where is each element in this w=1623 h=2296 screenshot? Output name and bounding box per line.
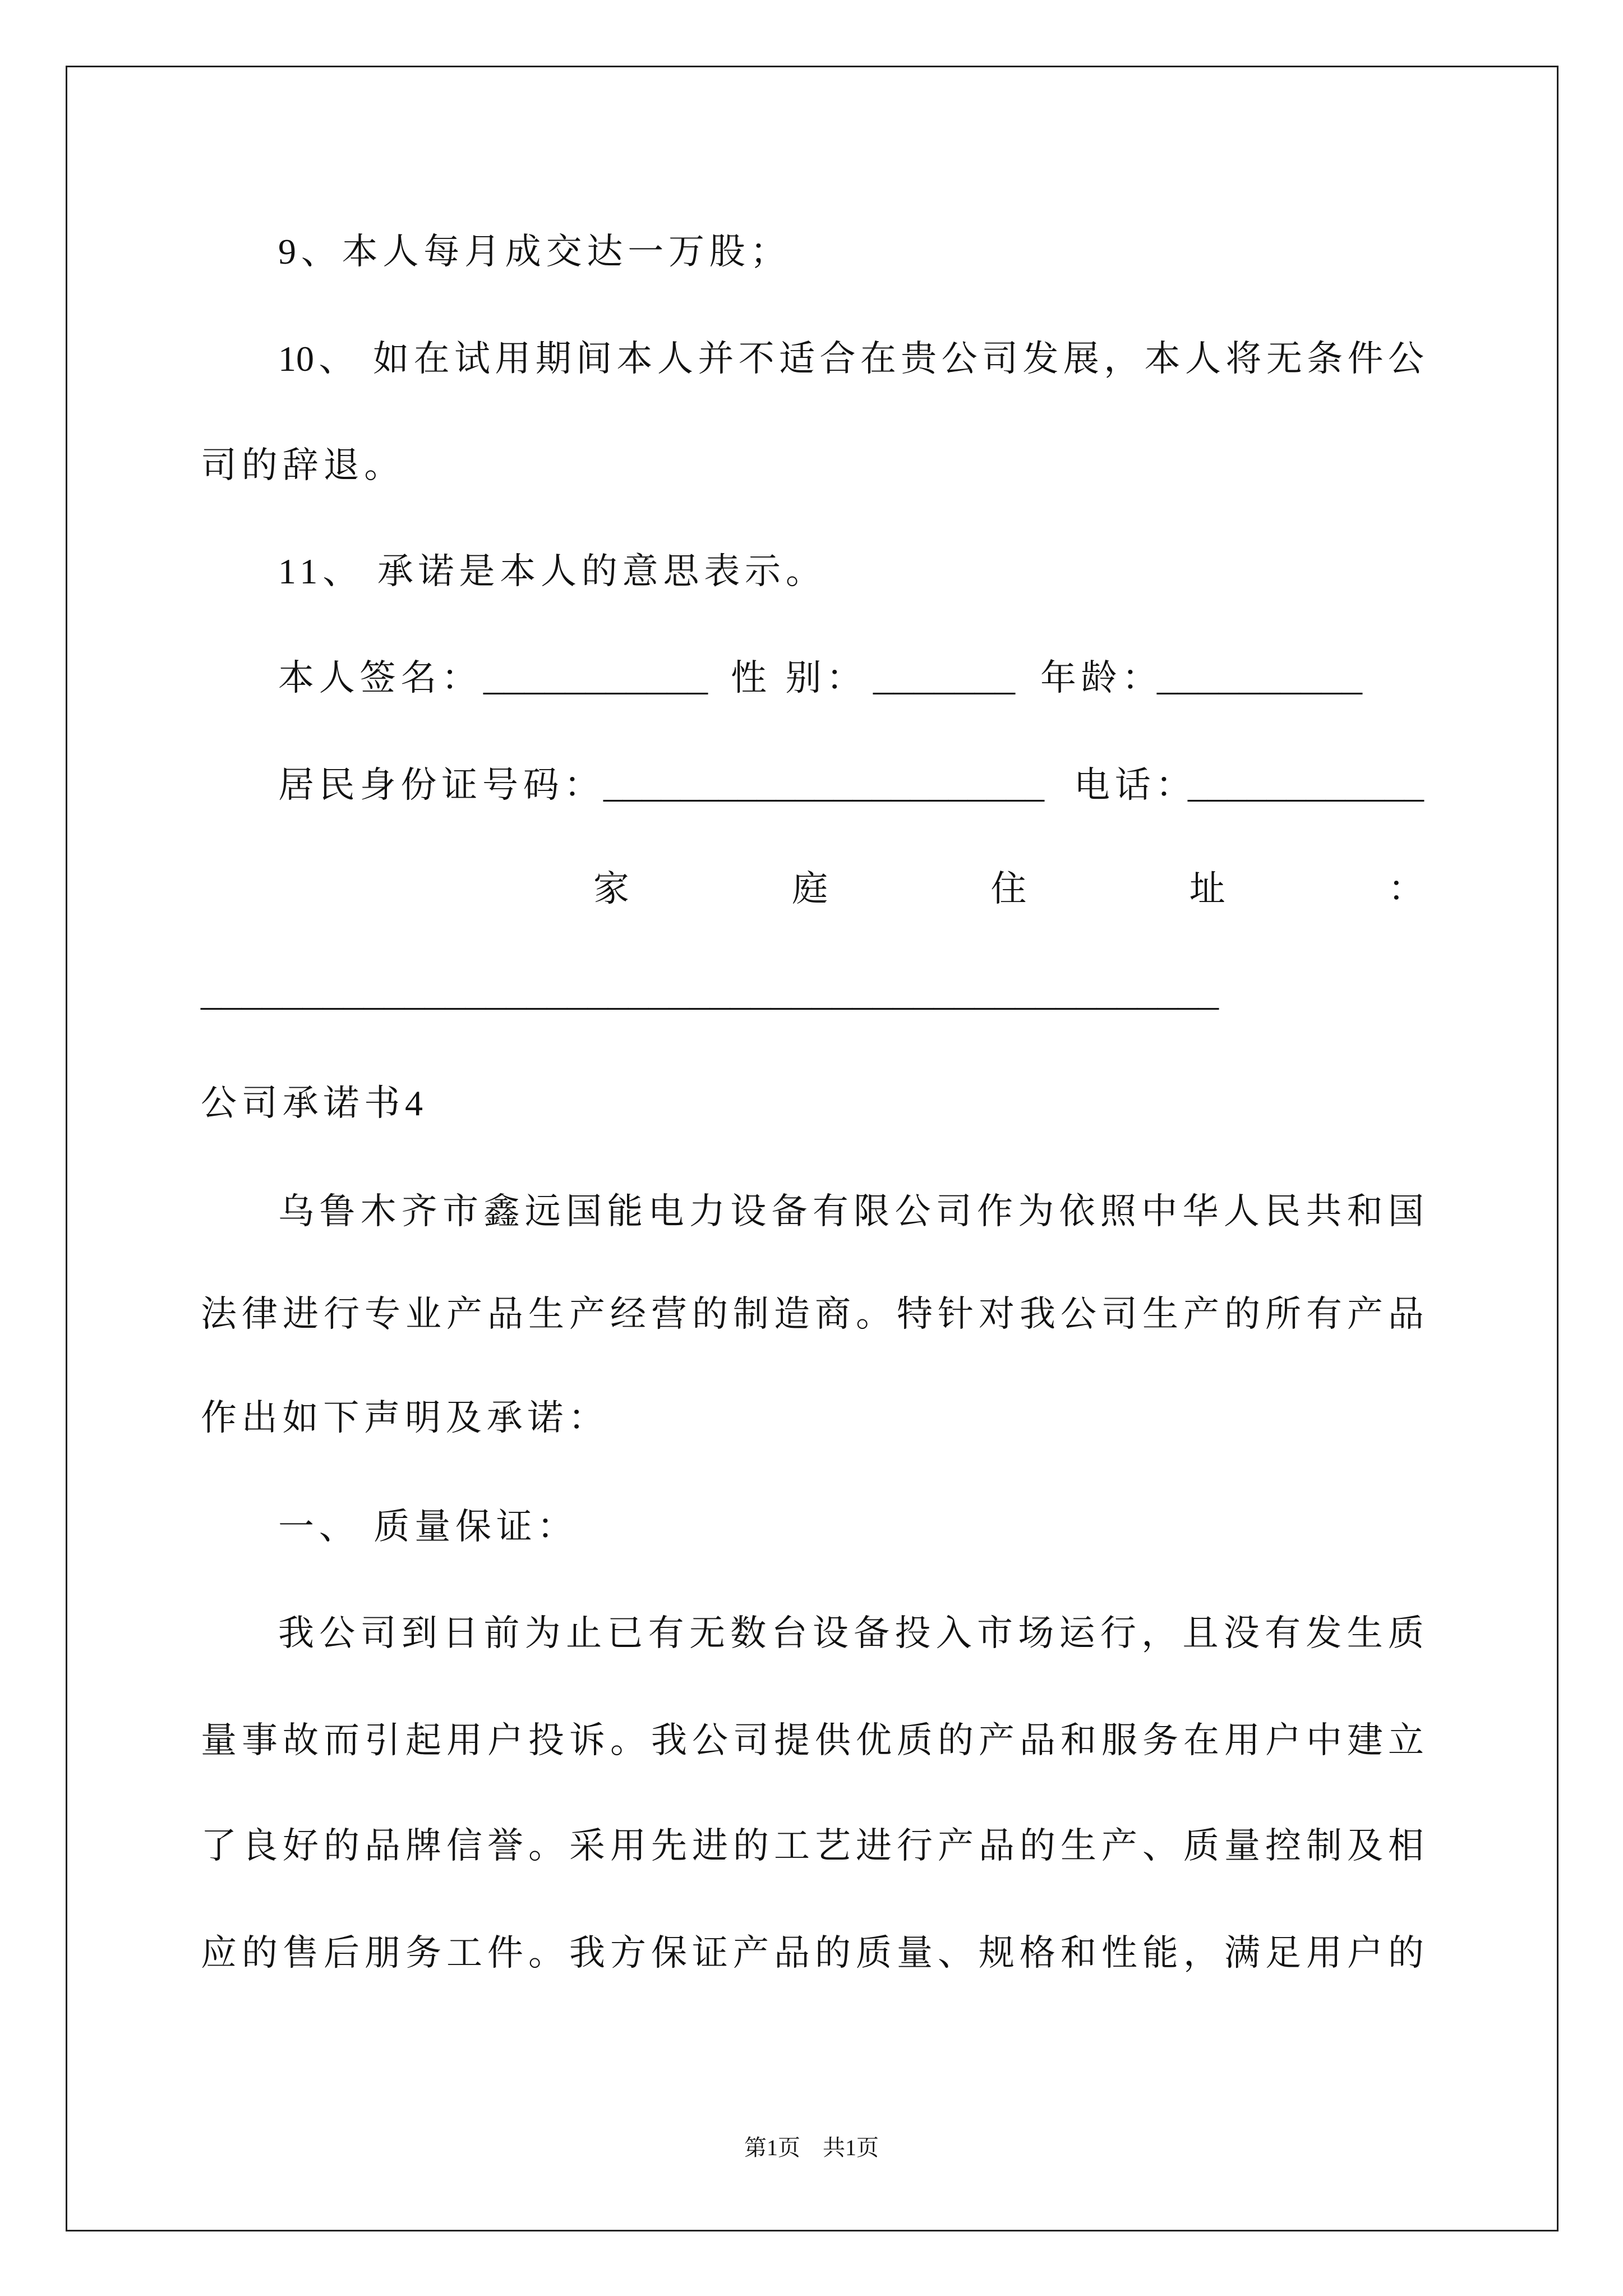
intro-line: 作出如下声明及承诺： (201, 1398, 609, 1438)
quality-paragraph-line: 应的售后朋务工件。我方保证产品的质量、规格和性能，满足用户的 (201, 1933, 1424, 1973)
quality-paragraph-line: 我公司到日前为止已有无数台设备投入市场运行，且没有发生质 (278, 1613, 1424, 1653)
id-number-blank: _______________________ (603, 765, 1044, 805)
id-number-label: 居民身份证号码： (278, 765, 605, 805)
phone-blank: ____________ (1188, 765, 1424, 805)
quality-heading: 一、 质量保证： (278, 1507, 578, 1547)
address-label: 家庭住址： (593, 869, 1424, 909)
gender-blank: _______ (873, 658, 1015, 698)
quality-paragraph-line: 了良好的品牌信誉。采用先进的工艺进行产品的生产、质量控制及相 (201, 1826, 1424, 1866)
section-title: 公司承诺书4 (201, 1083, 428, 1123)
address-blank: __________________________________________________ (201, 973, 1219, 1013)
signature-blank: ___________ (483, 658, 708, 698)
quality-paragraph-line: 量事故而引起用户投诉。我公司提供优质的产品和服务在用户中建立 (201, 1720, 1424, 1760)
item-10-text-line-1: 10、 如在试用期间本人并不适合在贵公司发展，本人将无条件公 (278, 339, 1424, 379)
page-footer: 第1页 共1页 (744, 2135, 879, 2160)
age-blank: __________ (1157, 658, 1362, 698)
item-10-text-line-2: 司的辞退。 (201, 445, 405, 485)
signature-label: 本人签名： (278, 658, 482, 698)
item-9-text: 9、本人每月成交达一万股； (278, 232, 791, 272)
page-border (66, 66, 1559, 2231)
phone-label: 电话： (1074, 765, 1197, 805)
intro-line: 乌鲁木齐市鑫远国能电力设备有限公司作为依照中华人民共和国 (278, 1191, 1424, 1231)
gender-label: 性 别： (731, 658, 868, 698)
item-11-text: 11、 承诺是本人的意思表示。 (278, 551, 827, 591)
intro-line: 法律进行专业产品生产经营的制造商。特针对我公司生产的所有产品 (201, 1294, 1424, 1334)
age-label: 年龄： (1040, 658, 1163, 698)
